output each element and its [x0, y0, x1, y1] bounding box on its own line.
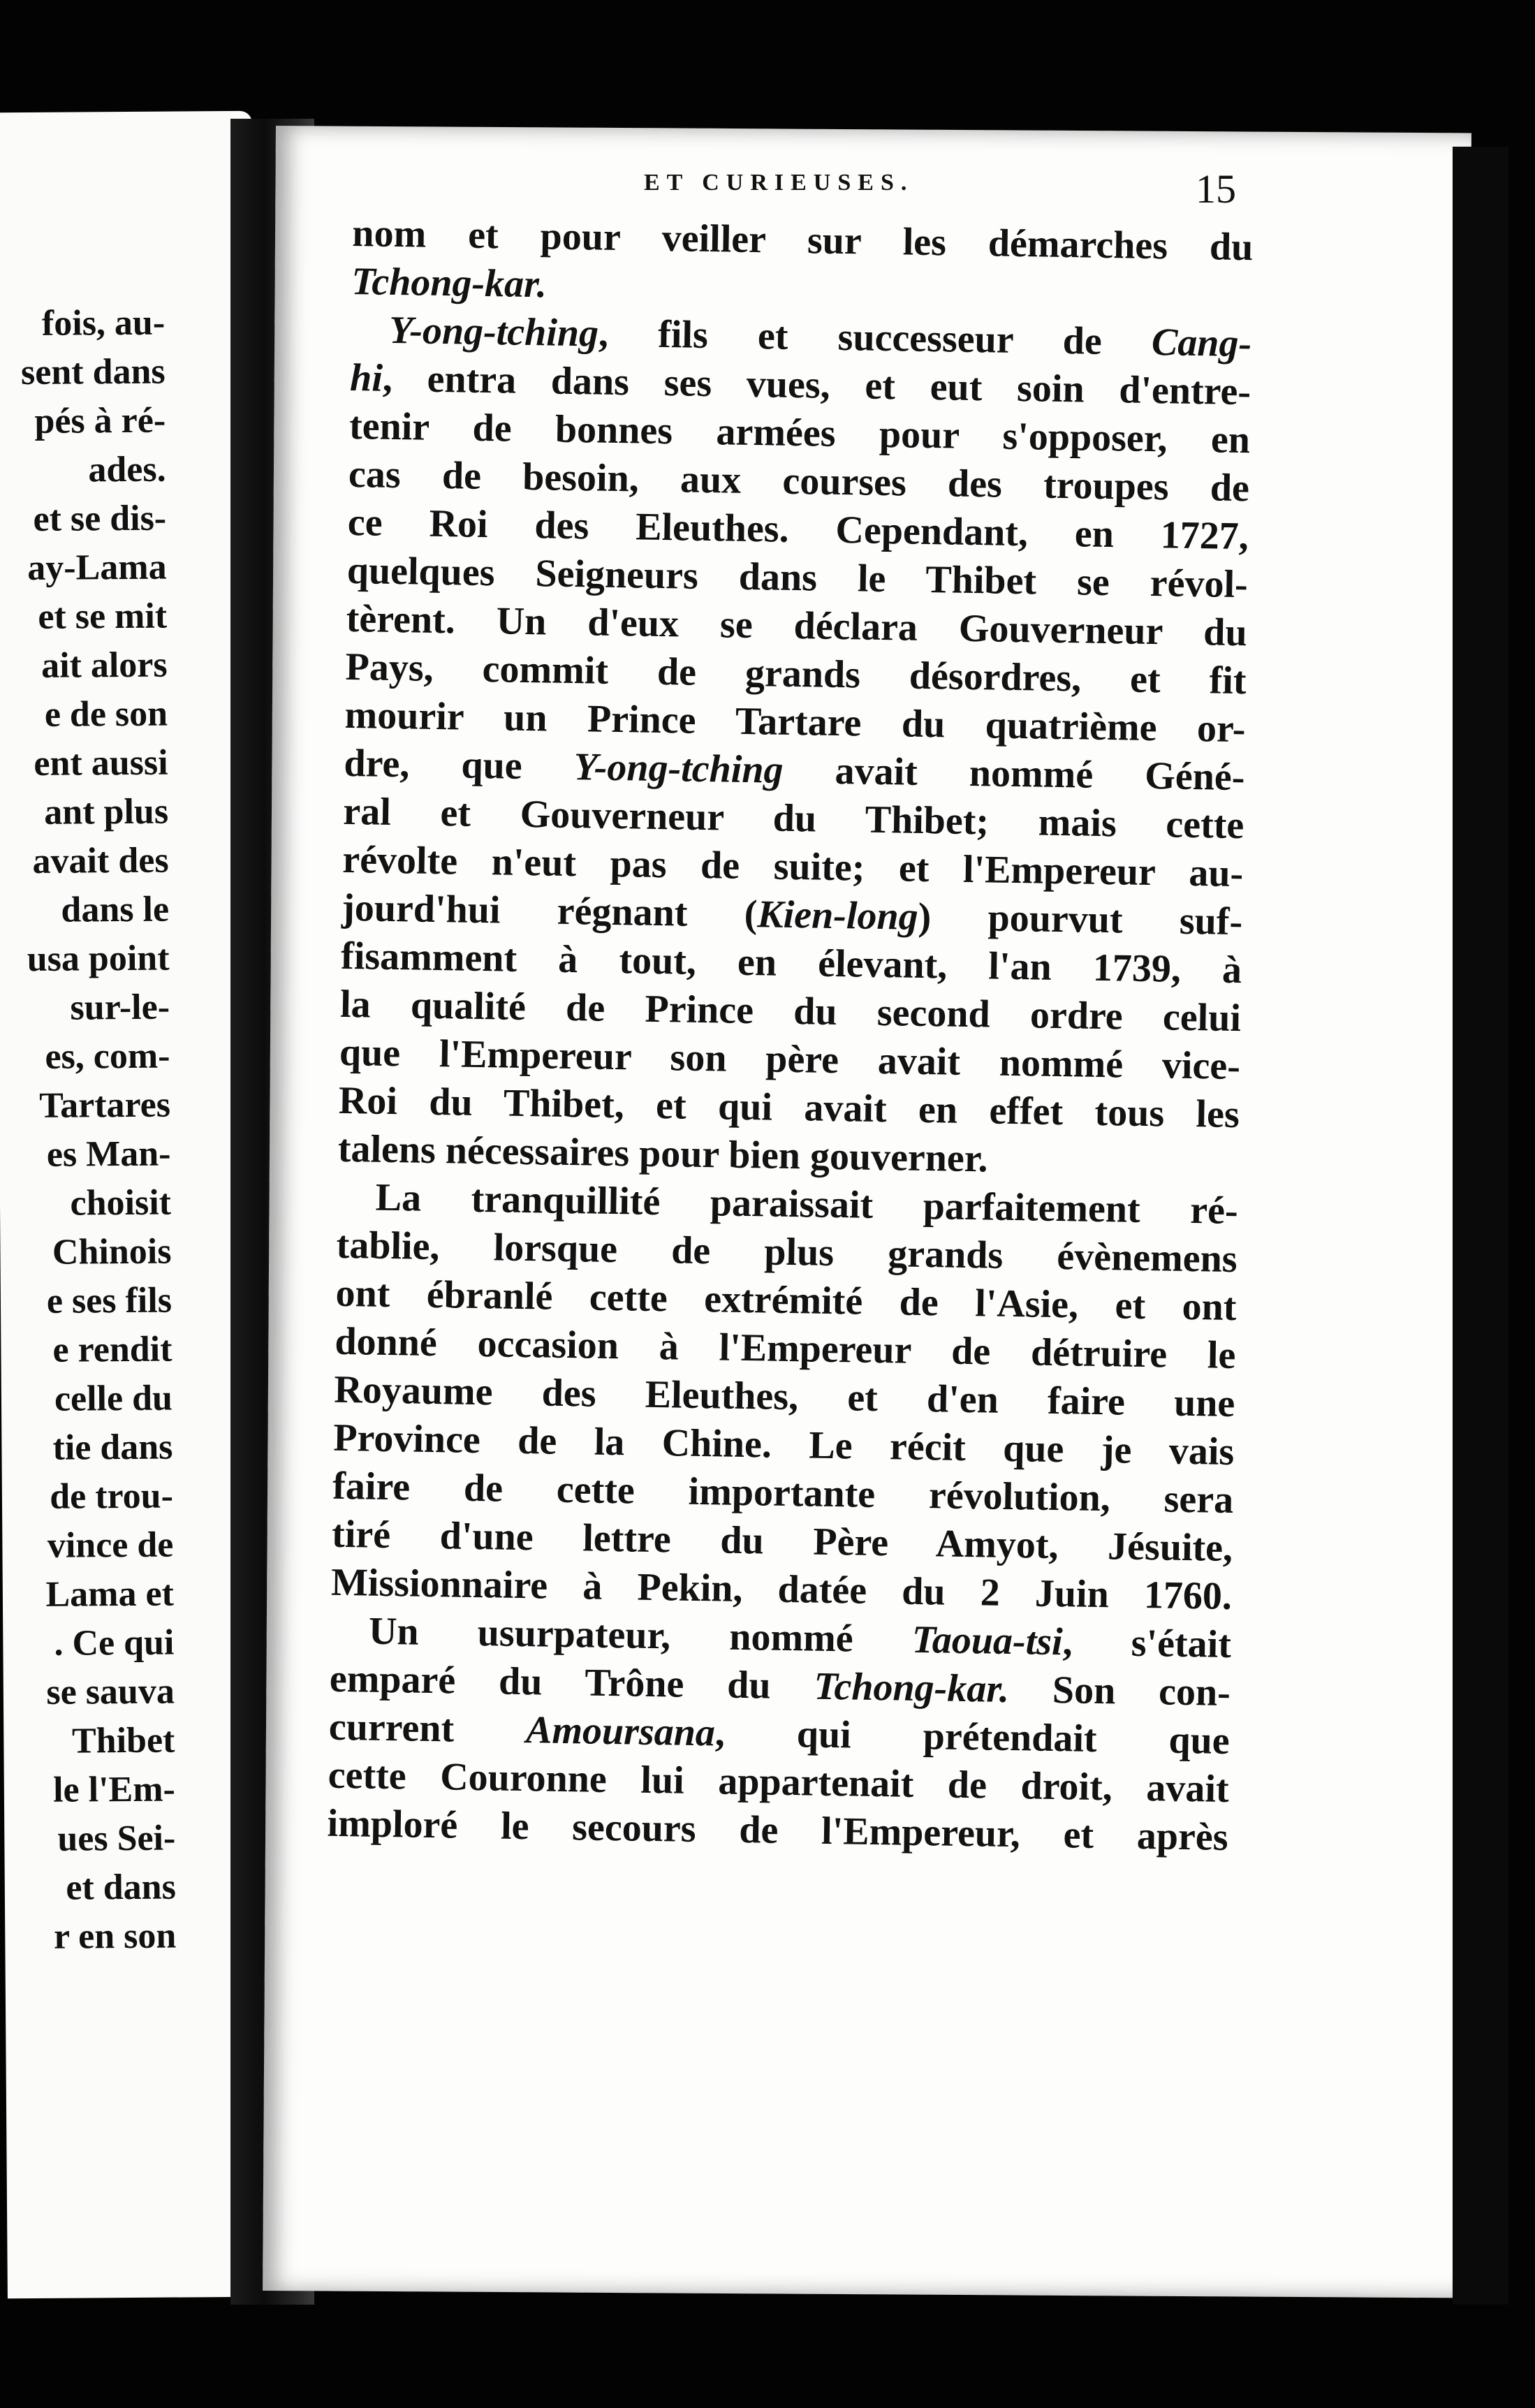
page-header — [363, 166, 1236, 214]
left-page-line: e rendit — [52, 1329, 172, 1370]
text-run: , fils et successeur de — [598, 311, 1152, 364]
left-page-line: ues Sei- — [57, 1818, 176, 1859]
left-page-line: Thibet — [71, 1720, 175, 1761]
left-page-line: usa point — [27, 938, 170, 980]
left-page-line: . Ce qui — [54, 1622, 175, 1664]
left-facing-page — [0, 111, 267, 2299]
text-run: avait nommé Géné- — [783, 748, 1245, 800]
text-run: ce Roi des Eleuthes. Cependant, en 1727, — [347, 500, 1249, 559]
text-run: imploré le secours de l'Empereur, et après — [327, 1801, 1229, 1859]
left-page-line: Lama et — [45, 1573, 175, 1615]
left-page-line: le l'Em- — [52, 1769, 176, 1810]
text-run: ont ébranlé cette extrémité de l'Asie, et ont — [335, 1271, 1237, 1330]
italic-text-run: Tchong-kar. — [351, 259, 548, 307]
left-page-line: pés à ré- — [34, 400, 166, 441]
left-page-line: Tartares — [39, 1085, 171, 1126]
text-run: Un usurpateur, nommé — [368, 1609, 913, 1661]
text-run: emparé du Trône du — [329, 1657, 815, 1708]
text-run: dre, que — [344, 741, 575, 789]
left-page-line: es Man- — [46, 1133, 171, 1175]
left-page-line: tie dans — [52, 1427, 173, 1468]
text-run: , qui prétendait que — [714, 1711, 1231, 1763]
text-run: révolte n'eut pas de suite; et l'Empereur au- — [341, 837, 1244, 896]
text-run: La tranquillité paraissait parfaitement ré- — [375, 1175, 1239, 1233]
left-page-line: se sauva — [46, 1671, 175, 1712]
left-page-line: de trou- — [50, 1476, 174, 1517]
text-run: nom et pour veiller sur les démarches du — [351, 211, 1254, 270]
left-page-line: avait des — [32, 840, 169, 881]
text-run: cette Couronne lui appartenait de droit, avait — [328, 1753, 1230, 1811]
text-run: , s'était — [1062, 1620, 1232, 1667]
text-run: cas de besoin, aux courses des troupes de — [348, 452, 1250, 511]
text-run: talens nécessaires pour bien gouverner. — [337, 1126, 989, 1181]
italic-text-run: hi — [349, 355, 383, 400]
text-run: tenir de bonnes armées pour s'opposer, en — [348, 404, 1251, 462]
left-page-line: ent aussi — [34, 742, 168, 784]
left-page-line: vince de — [47, 1525, 174, 1566]
page-number: 15 — [1196, 166, 1236, 212]
text-run: donné occasion à l'Empereur de détruire le — [335, 1319, 1236, 1378]
left-page-line: es, com- — [45, 1036, 170, 1077]
left-page-line: et se mit — [38, 596, 168, 637]
left-page-line: dans le — [61, 889, 170, 930]
running-head: ET CURIEUSES. — [644, 170, 914, 196]
left-page-line: fois, au- — [41, 302, 166, 344]
text-run: la qualité de Prince du second ordre celui — [339, 982, 1242, 1041]
text-run: , entra dans ses vues, et eut soin d'entre- — [382, 356, 1251, 414]
text-run: mourir un Prince Tartare du quatrième or- — [344, 693, 1246, 751]
left-page-line: ades. — [88, 449, 166, 490]
text-run: Roi du Thibet, et qui avait en effet tous les — [338, 1078, 1240, 1137]
text-run: Royaume des Eleuthes, et d'en faire une — [333, 1367, 1235, 1426]
italic-text-run: Cang- — [1151, 320, 1252, 366]
left-page-line: ait alors — [41, 645, 168, 686]
text-run: Province de la Chine. Le récit que je vais — [332, 1416, 1235, 1474]
text-run: que l'Empereur son père avait nommé vice- — [339, 1030, 1241, 1089]
text-run: ) pourvut suf- — [918, 895, 1243, 944]
left-page-line: sur-le- — [70, 987, 170, 1028]
text-run: Missionnaire à Pekin, datée du 2 Juin 1760. — [330, 1560, 1233, 1619]
text-run: jourd'hui régnant ( — [341, 886, 758, 937]
text-run: fisamment à tout, en élevant, l'an 1739, à — [340, 934, 1242, 992]
italic-text-run: Tchong-kar. — [814, 1664, 1010, 1712]
italic-text-run: Kien-long — [756, 893, 919, 939]
left-page-line: r en son — [53, 1916, 177, 1957]
text-run: tablie, lorsque de plus grands évènemens — [336, 1223, 1238, 1282]
text-run: quelques Seigneurs dans le Thibet se révol- — [346, 548, 1249, 607]
italic-text-run: Y-ong-tching — [388, 308, 599, 355]
page-body-text — [327, 210, 1254, 1862]
left-page-line: e de son — [44, 693, 168, 735]
left-page-line: celle du — [54, 1378, 173, 1419]
text-run: Son con- — [1008, 1668, 1231, 1715]
text-run: faire de cette importante révolution, sera — [332, 1464, 1234, 1522]
left-page-line: Chinois — [52, 1231, 172, 1272]
text-run: tiré d'une lettre du Père Amyot, Jésuite, — [331, 1512, 1233, 1571]
page-edge-shadow — [1453, 147, 1508, 2305]
left-page-line: ant plus — [44, 791, 169, 832]
text-run: tèrent. Un d'eux se déclara Gouverneur du — [346, 596, 1248, 655]
left-page-line: choisit — [70, 1182, 172, 1224]
italic-text-run: Taoua-tsi — [911, 1617, 1064, 1664]
left-page-line: e ses fils — [46, 1280, 172, 1321]
text-run: Pays, commit de grands désordres, et fit — [345, 645, 1247, 703]
left-page-line: ay-Lama — [27, 547, 167, 589]
left-page-text — [0, 299, 177, 1962]
text-run: ral et Gouverneur du Thibet; mais cette — [342, 789, 1244, 848]
left-page-line: et se dis- — [33, 498, 167, 539]
text-run: current — [328, 1705, 527, 1752]
italic-text-run: Y-ong-tching — [573, 745, 784, 792]
italic-text-run: Amoursana — [525, 1708, 716, 1755]
left-page-line: et dans — [66, 1867, 177, 1908]
left-page-line: sent dans — [20, 351, 166, 393]
